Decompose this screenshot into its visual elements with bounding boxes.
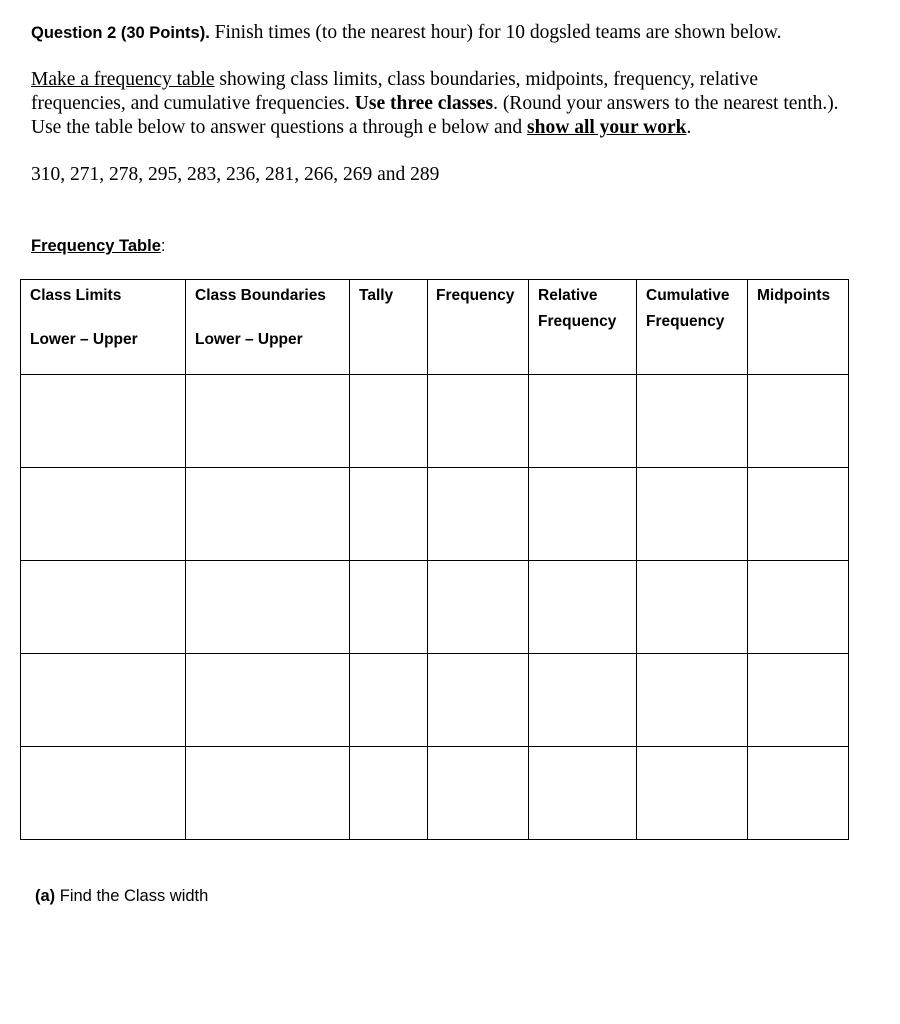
table-cell[interactable] (748, 375, 849, 468)
table-cell[interactable] (186, 654, 350, 747)
instructions-text-2: . (Round your answers to the nearest tenth.). Use the table below to answer questions a through e below and (31, 93, 839, 138)
table-cell[interactable] (186, 375, 350, 468)
table-row (21, 561, 849, 654)
table-cell[interactable] (350, 375, 428, 468)
table-cell[interactable] (748, 561, 849, 654)
instructions-text-1: showing class limits, class boundaries, midpoints, frequency, relative frequencies, and cumulative frequencies. (31, 69, 759, 114)
instructions-show-work: show all your work (527, 117, 687, 138)
instructions-bold-phrase: Use three classes (354, 93, 494, 114)
table-row (21, 747, 849, 840)
part-a-text: Find the Class width (55, 887, 209, 905)
frequency-table-title-colon: : (160, 237, 166, 255)
table-cell[interactable] (21, 468, 186, 561)
table-cell[interactable] (350, 468, 428, 561)
table-cell[interactable] (637, 375, 748, 468)
frequency-table (20, 279, 849, 840)
table-cell[interactable] (529, 468, 637, 561)
table-cell[interactable] (350, 654, 428, 747)
table-cell[interactable] (350, 747, 428, 840)
header-class-limits-label: Class Limits (30, 287, 122, 304)
table-cell[interactable] (529, 654, 637, 747)
table-header-row (21, 280, 849, 375)
table-cell[interactable] (350, 561, 428, 654)
table-cell[interactable] (21, 375, 186, 468)
table-row (21, 468, 849, 561)
header-tally (350, 280, 428, 375)
header-cumulative-line2: Frequency (646, 313, 725, 330)
part-a-label: (a) (35, 887, 56, 905)
table-row (21, 654, 849, 747)
table-cell[interactable] (428, 468, 529, 561)
table-cell[interactable] (637, 468, 748, 561)
table-cell[interactable] (637, 654, 748, 747)
header-frequency-label: Frequency (436, 287, 515, 304)
table-row (21, 375, 849, 468)
table-cell[interactable] (637, 747, 748, 840)
instructions-text-3: . (686, 117, 692, 138)
header-class-boundaries-label: Class Boundaries (195, 287, 326, 304)
header-midpoints (748, 280, 849, 375)
table-cell[interactable] (428, 747, 529, 840)
table-cell[interactable] (186, 747, 350, 840)
question-heading-line (31, 22, 781, 44)
header-class-boundaries (186, 280, 350, 375)
table-cell[interactable] (748, 468, 849, 561)
header-midpoints-label: Midpoints (757, 287, 831, 304)
header-cumulative-frequency (637, 280, 748, 375)
table-cell[interactable] (748, 654, 849, 747)
table-cell[interactable] (529, 747, 637, 840)
table-cell[interactable] (529, 561, 637, 654)
data-values: 310, 271, 278, 295, 283, 236, 281, 266, 269 and 289 (31, 164, 440, 185)
header-class-boundaries-sub: Lower – Upper (195, 331, 303, 348)
question-number: Question 2 (30 Points). (31, 24, 210, 42)
table-cell[interactable] (186, 561, 350, 654)
table-cell[interactable] (21, 747, 186, 840)
table-cell[interactable] (21, 561, 186, 654)
table-cell[interactable] (186, 468, 350, 561)
header-relative-line1: Relative (538, 287, 598, 304)
part-a-question (35, 887, 208, 906)
table-cell[interactable] (428, 654, 529, 747)
header-relative-line2: Frequency (538, 313, 617, 330)
frequency-table-title-text: Frequency Table (31, 237, 161, 255)
header-cumulative-line1: Cumulative (646, 287, 730, 304)
table-cell[interactable] (637, 561, 748, 654)
header-frequency (428, 280, 529, 375)
question-intro: Finish times (to the nearest hour) for 10 dogsled teams are shown below. (209, 22, 782, 43)
instructions-underlined-phrase: Make a frequency table (31, 69, 215, 90)
header-tally-label: Tally (359, 287, 394, 304)
table-cell[interactable] (748, 747, 849, 840)
table-cell[interactable] (428, 375, 529, 468)
header-relative-frequency (529, 280, 637, 375)
table-cell[interactable] (428, 561, 529, 654)
instructions-paragraph (31, 68, 851, 140)
header-class-limits (21, 280, 186, 375)
table-cell[interactable] (21, 654, 186, 747)
frequency-table-title (31, 237, 166, 256)
header-class-limits-sub: Lower – Upper (30, 331, 138, 348)
table-cell[interactable] (529, 375, 637, 468)
